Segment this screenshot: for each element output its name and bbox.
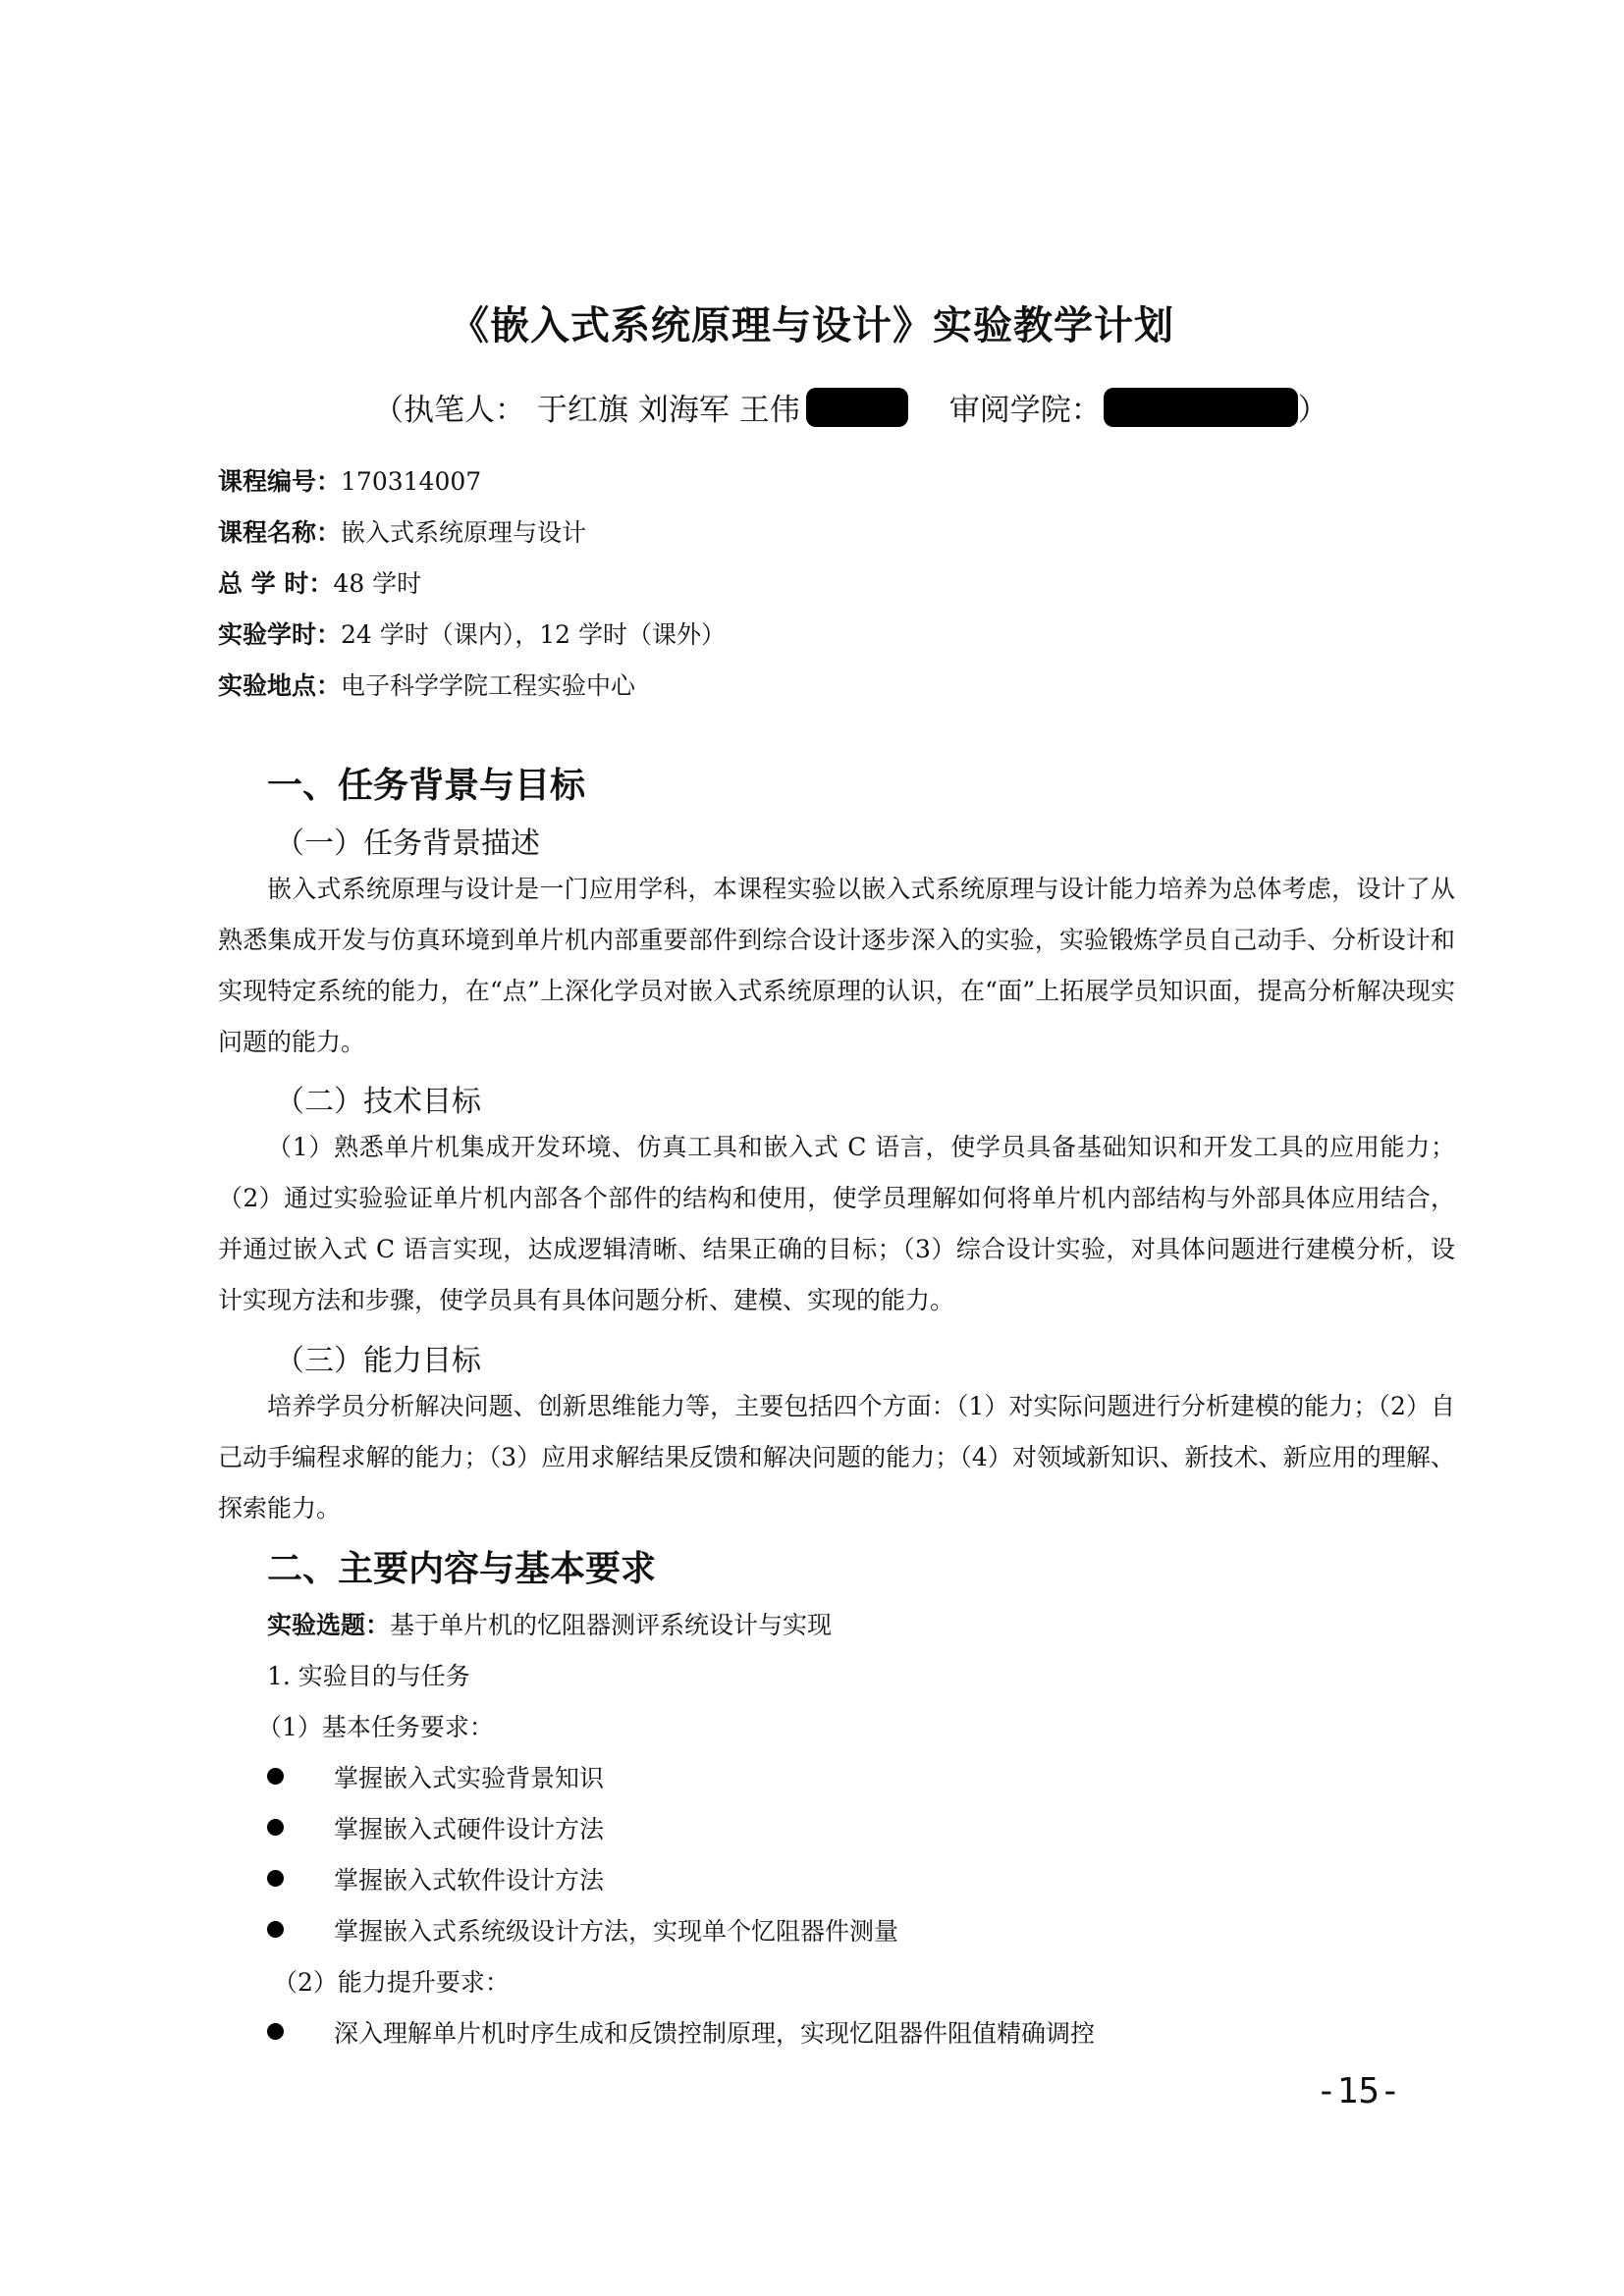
item1-line: 1. 实验目的与任务 (267, 1662, 470, 1690)
author-names: 于红旗 刘海军 王伟 (537, 393, 800, 428)
course-name-label: 课程名称： (218, 518, 342, 547)
author-line (373, 385, 1355, 429)
course-code-row (218, 456, 726, 507)
list-item-text: 掌握嵌入式系统级设计方法，实现单个忆阻器件测量 (334, 1917, 899, 1946)
page-number: -15- (1316, 2071, 1401, 2111)
advanced-requirements-label: （2）能力提升要求： (273, 1968, 510, 1997)
document-title: 《嵌入式系统原理与设计》实验教学计划 (450, 303, 1174, 348)
course-name-value: 嵌入式系统原理与设计 (341, 518, 587, 547)
section1-para1: 嵌入式系统原理与设计是一门应用学科，本课程实验以嵌入式系统原理与设计能力培养为总体考虑，设计了从熟悉集成开发与仿真环境到单片机内部重要部件到综合设计逐步深入的实验，实验锻炼学员自己动手、分析设计和实现特定系统的能力，在“点”上深化学员对嵌入式系统原理的认识，在“面”上拓展学员知识面，提高分析解决现实问题的能力。 (218, 875, 1455, 1056)
total-hours-label: 总 学 时： (218, 569, 334, 598)
topic-line (267, 1606, 832, 1641)
section2-heading: 二、主要内容与基本要求 (267, 1549, 657, 1589)
topic-label: 实验选题： (267, 1611, 391, 1639)
bullet-icon (267, 1921, 284, 1938)
bullet-icon (267, 1870, 284, 1887)
author-close-paren: ） (1297, 393, 1328, 428)
section1-heading: 一、任务背景与目标 (267, 766, 586, 806)
bullet-icon (267, 1819, 284, 1836)
course-code-value: 170314007 (341, 467, 482, 496)
location-value: 电子科学学院工程实验中心 (341, 671, 636, 700)
lab-hours-label: 实验学时： (218, 620, 342, 649)
course-meta (218, 456, 726, 712)
list-item-text: 掌握嵌入式实验背景知识 (334, 1764, 605, 1792)
topic-value: 基于单片机的忆阻器测评系统设计与实现 (390, 1611, 833, 1639)
course-code-label: 课程编号： (218, 467, 342, 496)
section1-para3: 培养学员分析解决问题、创新思维能力等，主要包括四个方面：（1）对实际问题进行分析建模的能力；（2）自己动手编程求解的能力；（3）应用求解结果反馈和解决问题的能力；（4）对领域新知识、新技术、新应用的理解、探索能力。 (218, 1392, 1455, 1522)
section1-para2: （1）熟悉单片机集成开发环境、仿真工具和嵌入式 C 语言，使学员具备基础知识和开发工具的应用能力；（2）通过实验验证单片机内部各个部件的结构和使用，使学员理解如何将单片机内部结构与外部具体应用结合，并通过嵌入式 C 语言实现，达成逻辑清晰、结果正确的目标；（3）综合设计实验，对具体问题进行建模分析，设计实现方法和步骤，使学员具有具体问题分析、建模、实现的能力。 (218, 1133, 1455, 1314)
lab-hours-value: 24 学时（课内），12 学时（课外） (341, 620, 727, 649)
course-name-row (218, 507, 726, 559)
location-row (218, 661, 726, 712)
section1-sub3: （三）能力目标 (275, 1344, 481, 1378)
section1-sub2: （二）技术目标 (275, 1085, 481, 1119)
bullet-icon (267, 2023, 284, 2040)
basic-requirements-label: （1）基本任务要求： (257, 1713, 494, 1741)
list-item-text: 掌握嵌入式软件设计方法 (334, 1866, 605, 1895)
list-item-text: 掌握嵌入式硬件设计方法 (334, 1815, 605, 1843)
list-item-text: 深入理解单片机时序生成和反馈控制原理，实现忆阻器件阻值精确调控 (334, 2019, 1096, 2048)
lab-hours-row (218, 610, 726, 661)
reviewer-label: 审阅学院： (948, 393, 1102, 428)
location-label: 实验地点： (218, 671, 342, 700)
total-hours-row (218, 559, 726, 610)
bullet-icon (267, 1768, 284, 1785)
section1-sub1: （一）任务背景描述 (275, 827, 540, 861)
total-hours-value: 48 学时 (333, 569, 422, 598)
redaction-block (806, 388, 908, 427)
redaction-block (1104, 388, 1298, 427)
author-open-paren: （执笔人： (373, 393, 525, 428)
